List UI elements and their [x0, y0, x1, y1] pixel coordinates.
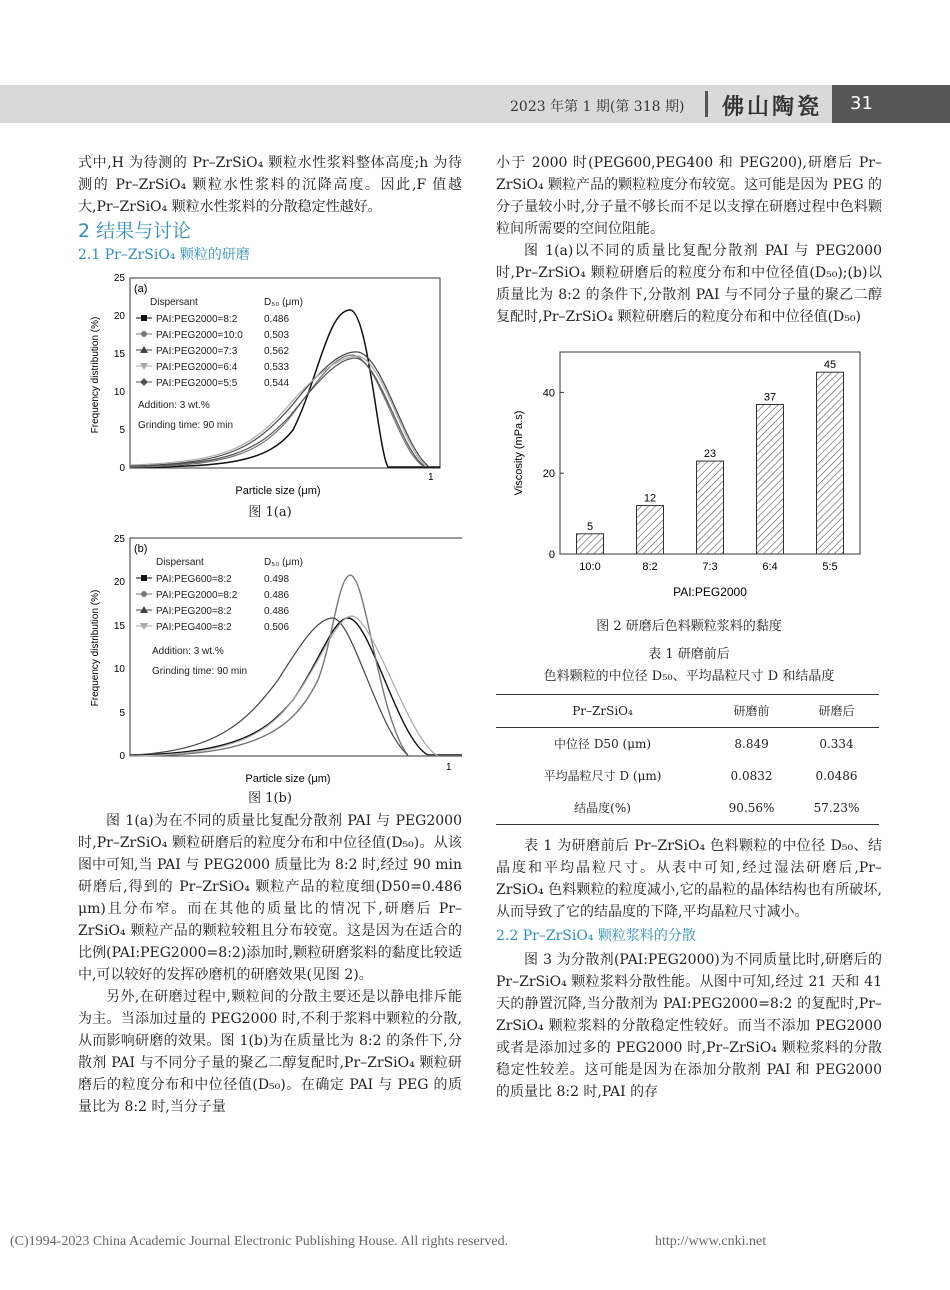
figure-1a — [78, 270, 462, 502]
fig1a-ylabel: Frequency distribution (%) — [90, 316, 101, 434]
fig1a-ytick-20: 20 — [113, 311, 125, 322]
svg-text:0.544: 0.544 — [264, 378, 290, 389]
fig2-bar-value-label: 45 — [823, 359, 837, 372]
table-cell: 0.0832 — [730, 769, 773, 783]
fig2-bar-value-label: 5 — [586, 520, 594, 533]
svg-text:0.486: 0.486 — [264, 590, 290, 601]
copyright-notice: (C)1994-2023 China Academic Journal Electronic Publishing House. All rights reserved. — [10, 1234, 509, 1249]
fig1b-legend-header: Dispersant — [156, 557, 204, 568]
journal-title: 佛山陶瓷 — [722, 95, 823, 120]
svg-text:PAI:PEG2000=8:2: PAI:PEG2000=8:2 — [156, 590, 238, 601]
fig1a-ytick-10: 10 — [113, 387, 125, 398]
fig1a-note-grinding: Grinding time: 90 min — [138, 420, 234, 431]
fig1b-ytick-15: 15 — [113, 621, 125, 632]
table-cell: 0.334 — [819, 737, 854, 751]
svg-text:0.503: 0.503 — [264, 330, 290, 341]
footer-url: http://www.cnki.net — [655, 1234, 767, 1249]
fig2-bar — [577, 534, 604, 554]
fig1b-xlabel: Particle size (μm) — [245, 773, 331, 785]
svg-text:0.486: 0.486 — [264, 606, 290, 617]
fig1a-ytick-25: 25 — [113, 273, 125, 284]
fig2-ylabel: Viscosity (mPa.s) — [513, 410, 525, 496]
fig1b-series-peg400 — [130, 616, 438, 756]
fig1a-legend-item — [136, 362, 289, 373]
fig1a-xlabel: Particle size (μm) — [235, 485, 321, 497]
figure-2-chart — [496, 340, 882, 612]
right-column — [496, 152, 882, 1103]
fig1b-xtick-1: 1 — [446, 762, 452, 773]
table-cell: 结晶度(%) — [496, 792, 709, 825]
right-paragraph-4: 图 3 为分散剂(PAI:PEG2000)为不同质量比时,研磨后的 Pr–ZrSiO₄ 颗粒浆料分散性能。从图中可知,经过 21 天和 41 天的静置沉降,当分散剂为 PAI:PEG2000=8:2 的复配时,Pr–ZrSiO₄ 颗粒浆料的分散稳定性较好。而当不添加 PEG2000 或者是添加过多的 PEG2000 时,Pr–ZrSiO₄ 颗粒浆料的分散稳定性较差。这可能是因为在添加分散剂 PAI 和 PEG2000 的质量比 8:2 时,PAI 的存 — [496, 952, 882, 1100]
fig1a-legend-item — [136, 314, 289, 325]
table-cell: 57.23% — [794, 792, 879, 825]
fig1b-ytick-20: 20 — [113, 577, 125, 588]
fig1b-series-peg600 — [130, 618, 462, 755]
section-2-2-title: 2.2 Pr–ZrSiO₄ 颗粒浆料的分散 — [496, 928, 696, 944]
table-cell: 0.0486 — [815, 769, 858, 783]
fig1b-ytick-0: 0 — [119, 751, 125, 762]
svg-text:PAI:PEG600=8:2: PAI:PEG600=8:2 — [156, 574, 232, 585]
svg-text:PAI:PEG2000=6:4: PAI:PEG2000=6:4 — [156, 362, 238, 373]
fig1b-ylabel: Frequency distribution (%) — [90, 589, 101, 707]
table-row — [496, 792, 879, 825]
fig2-category-label: 6:4 — [762, 561, 778, 573]
svg-text:0.506: 0.506 — [264, 622, 290, 633]
table-header-cell: Pr–ZrSiO₄ — [496, 695, 709, 728]
right-paragraph-2: 图 1(a)以不同的质量比复配分散剂 PAI 与 PEG2000 时,Pr–ZrSiO₄ 颗粒研磨后的粒度分布和中位径值(D₅₀);(b)以质量比为 8:2 的条件下,分散剂 PAI 与不同分子量的聚乙二醇复配时,Pr–ZrSiO₄ 颗粒研磨后的粒度分布和中位径值(D₅₀) — [496, 243, 882, 325]
fig2-xlabel: PAI:PEG2000 — [673, 585, 747, 599]
fig2-bar — [637, 506, 664, 554]
fig1a-legend-item — [136, 378, 289, 389]
left-paragraph-2: 另外,在研磨过程中,颗粒间的分散主要还是以静电排斥能为主。当添加过量的 PEG2000 时,不利于浆料中颗粒的分散,从而影响研磨的效果。图 1(b)为在质量比为 8:2 的条件下,分散剂 PAI 与不同分子量的聚乙二醇复配时,Pr–ZrSiO₄ 颗粒研磨后的粒度分布和中位径值(D₅₀)。在确定 PAI 与 PEG 的质量比为 8:2 时,当分子量 — [78, 989, 462, 1115]
fig2-bar-value-label: 37 — [763, 391, 777, 404]
svg-text:0.533: 0.533 — [264, 362, 290, 373]
svg-text:PAI:PEG2000=7:3: PAI:PEG2000=7:3 — [156, 346, 238, 357]
fig1a-ytick-15: 15 — [113, 349, 125, 360]
fig1b-legend-item — [136, 590, 289, 601]
right-paragraph-1: 小于 2000 时(PEG600,PEG400 和 PEG200),研磨后 Pr–ZrSiO₄ 颗粒产品的颗粒粒度分布较宽。这可能是因为 PEG 的分子量较小时,分子量不够长而不足以支撑在研磨过程中色料颗粒间所需要的空间位阻能。 — [496, 155, 882, 237]
fig2-bar — [817, 372, 844, 554]
table-1 — [496, 694, 879, 825]
fig1a-panel-label: (a) — [134, 283, 148, 295]
fig1b-panel-label: (b) — [134, 543, 148, 555]
table-cell: 90.56% — [709, 792, 794, 825]
fig2-bar — [697, 461, 724, 554]
section-2-1-title: 2.1 Pr–ZrSiO₄ 颗粒的研磨 — [78, 247, 250, 263]
left-column — [78, 152, 462, 1118]
fig2-ytick-label: 0 — [548, 549, 555, 561]
right-paragraph-3: 表 1 为研磨前后 Pr–ZrSiO₄ 色料颗粒的中位径 D₅₀、结晶度和平均晶粒尺寸。从表中可知,经过湿法研磨后,Pr–ZrSiO₄ 色料颗粒的粒度减小,它的晶粒的晶体结构也有所破坏,从而导致了它的结晶度的下降,平均晶粒尺寸减小。 — [496, 838, 882, 920]
fig1a-ytick-5: 5 — [119, 425, 125, 436]
svg-text:0.486: 0.486 — [264, 314, 290, 325]
fig1a-xtick-1: 1 — [428, 472, 434, 483]
table-header-cell: 研磨后 — [794, 695, 879, 728]
fig1a-ytick-0: 0 — [119, 463, 125, 474]
fig2-bar-value-label: 23 — [703, 448, 717, 461]
fig1a-legend-header: Dispersant — [150, 297, 198, 308]
section-2-title: 2 结果与讨论 — [78, 220, 192, 242]
table-row — [496, 760, 879, 792]
left-paragraph-1: 图 1(a)为在不同的质量比复配分散剂 PAI 与 PEG2000 时,Pr–ZrSiO₄ 颗粒研磨后的粒度分布和中位径值(D₅₀)。从该图中可知,当 PAI 与 PEG2000 质量比为 8:2 时,经过 90 min 研磨后,得到的 Pr–ZrSiO₄ 颗粒产品的粒度细(D50=0.486 μm)且分布窄。而在其他的质量比的情况下,研磨后 Pr–ZrSiO₄ 颗粒产品的颗粒较粗且分布较宽。这是因为在适合的比例(PAI:PEG2000=8:2)添加时,颗粒研磨浆料的黏度比较适中,可以较好的发挥砂磨机的研磨效果(见图 2)。 — [78, 813, 462, 983]
fig1a-legend-d50-header: D₅₀ (μm) — [264, 297, 303, 308]
table-header-cell: 研磨前 — [709, 695, 794, 728]
fig2-bar — [757, 405, 784, 554]
svg-text:PAI:PEG200=8:2: PAI:PEG200=8:2 — [156, 606, 232, 617]
fig1b-legend-item — [136, 622, 289, 633]
fig1b-note-addition: Addition: 3 wt.% — [152, 646, 224, 657]
table1-title-2: 色料颗粒的中位径 D₅₀、平均晶粒尺寸 D 和结晶度 — [543, 669, 835, 684]
svg-text:PAI:PEG2000=10:0: PAI:PEG2000=10:0 — [156, 330, 243, 341]
page-number: 31 — [832, 85, 950, 123]
fig1b-note-grinding: Grinding time: 90 min — [152, 666, 248, 677]
svg-text:0.498: 0.498 — [264, 574, 290, 585]
issue-label: 2023 年第 1 期(第 318 期) — [510, 99, 685, 115]
fig1a-legend-item — [136, 346, 289, 357]
svg-text:PAI:PEG400=8:2: PAI:PEG400=8:2 — [156, 622, 232, 633]
fig2-caption: 图 2 研磨后色料颗粒浆料的黏度 — [596, 619, 782, 634]
fig2-ytick-label: 40 — [542, 387, 555, 400]
fig2-ytick-label: 20 — [542, 468, 555, 481]
fig2-category-label: 8:2 — [642, 561, 658, 573]
figure-1b — [78, 530, 462, 788]
fig1b-caption: 图 1(b) — [248, 791, 292, 806]
table-cell: 中位径 D50 (μm) — [554, 737, 652, 751]
fig2-category-label: 10:0 — [579, 561, 601, 573]
fig1a-caption: 图 1(a) — [248, 505, 292, 520]
table-cell: 8.849 — [734, 737, 769, 751]
table-cell: 平均晶粒尺寸 D (μm) — [543, 769, 662, 783]
intro-paragraph: 式中,H 为待测的 Pr–ZrSiO₄ 颗粒水性浆料整体高度;h 为待测的 Pr–ZrSiO₄ 颗粒水性浆料的沉降高度。因此,F 值越大,Pr–ZrSiO₄ 颗粒水性浆料的分散稳定性越好。 — [78, 155, 462, 215]
fig1b-legend-item — [136, 606, 289, 617]
fig1b-legend-d50-header: D₅₀ (μm) — [264, 557, 303, 568]
table1-title-1: 表 1 研磨前后 — [648, 647, 730, 662]
svg-text:PAI:PEG2000=5:5: PAI:PEG2000=5:5 — [156, 378, 238, 389]
svg-text:0.562: 0.562 — [264, 346, 290, 357]
table-header-row — [496, 695, 879, 728]
fig1b-ytick-5: 5 — [119, 708, 125, 719]
fig2-category-label: 7:3 — [702, 561, 718, 573]
fig1a-legend-item — [136, 330, 289, 341]
table-row — [496, 728, 879, 761]
fig1a-note-addition: Addition: 3 wt.% — [138, 400, 210, 411]
fig1b-ytick-10: 10 — [113, 664, 125, 675]
fig2-category-label: 5:5 — [822, 561, 838, 573]
header-divider — [705, 91, 708, 117]
fig1b-ytick-25: 25 — [113, 534, 125, 545]
svg-text:PAI:PEG2000=8:2: PAI:PEG2000=8:2 — [156, 314, 238, 325]
page-header — [0, 85, 950, 123]
fig1b-legend-item — [136, 574, 289, 585]
fig2-bar-value-label: 12 — [643, 492, 657, 505]
